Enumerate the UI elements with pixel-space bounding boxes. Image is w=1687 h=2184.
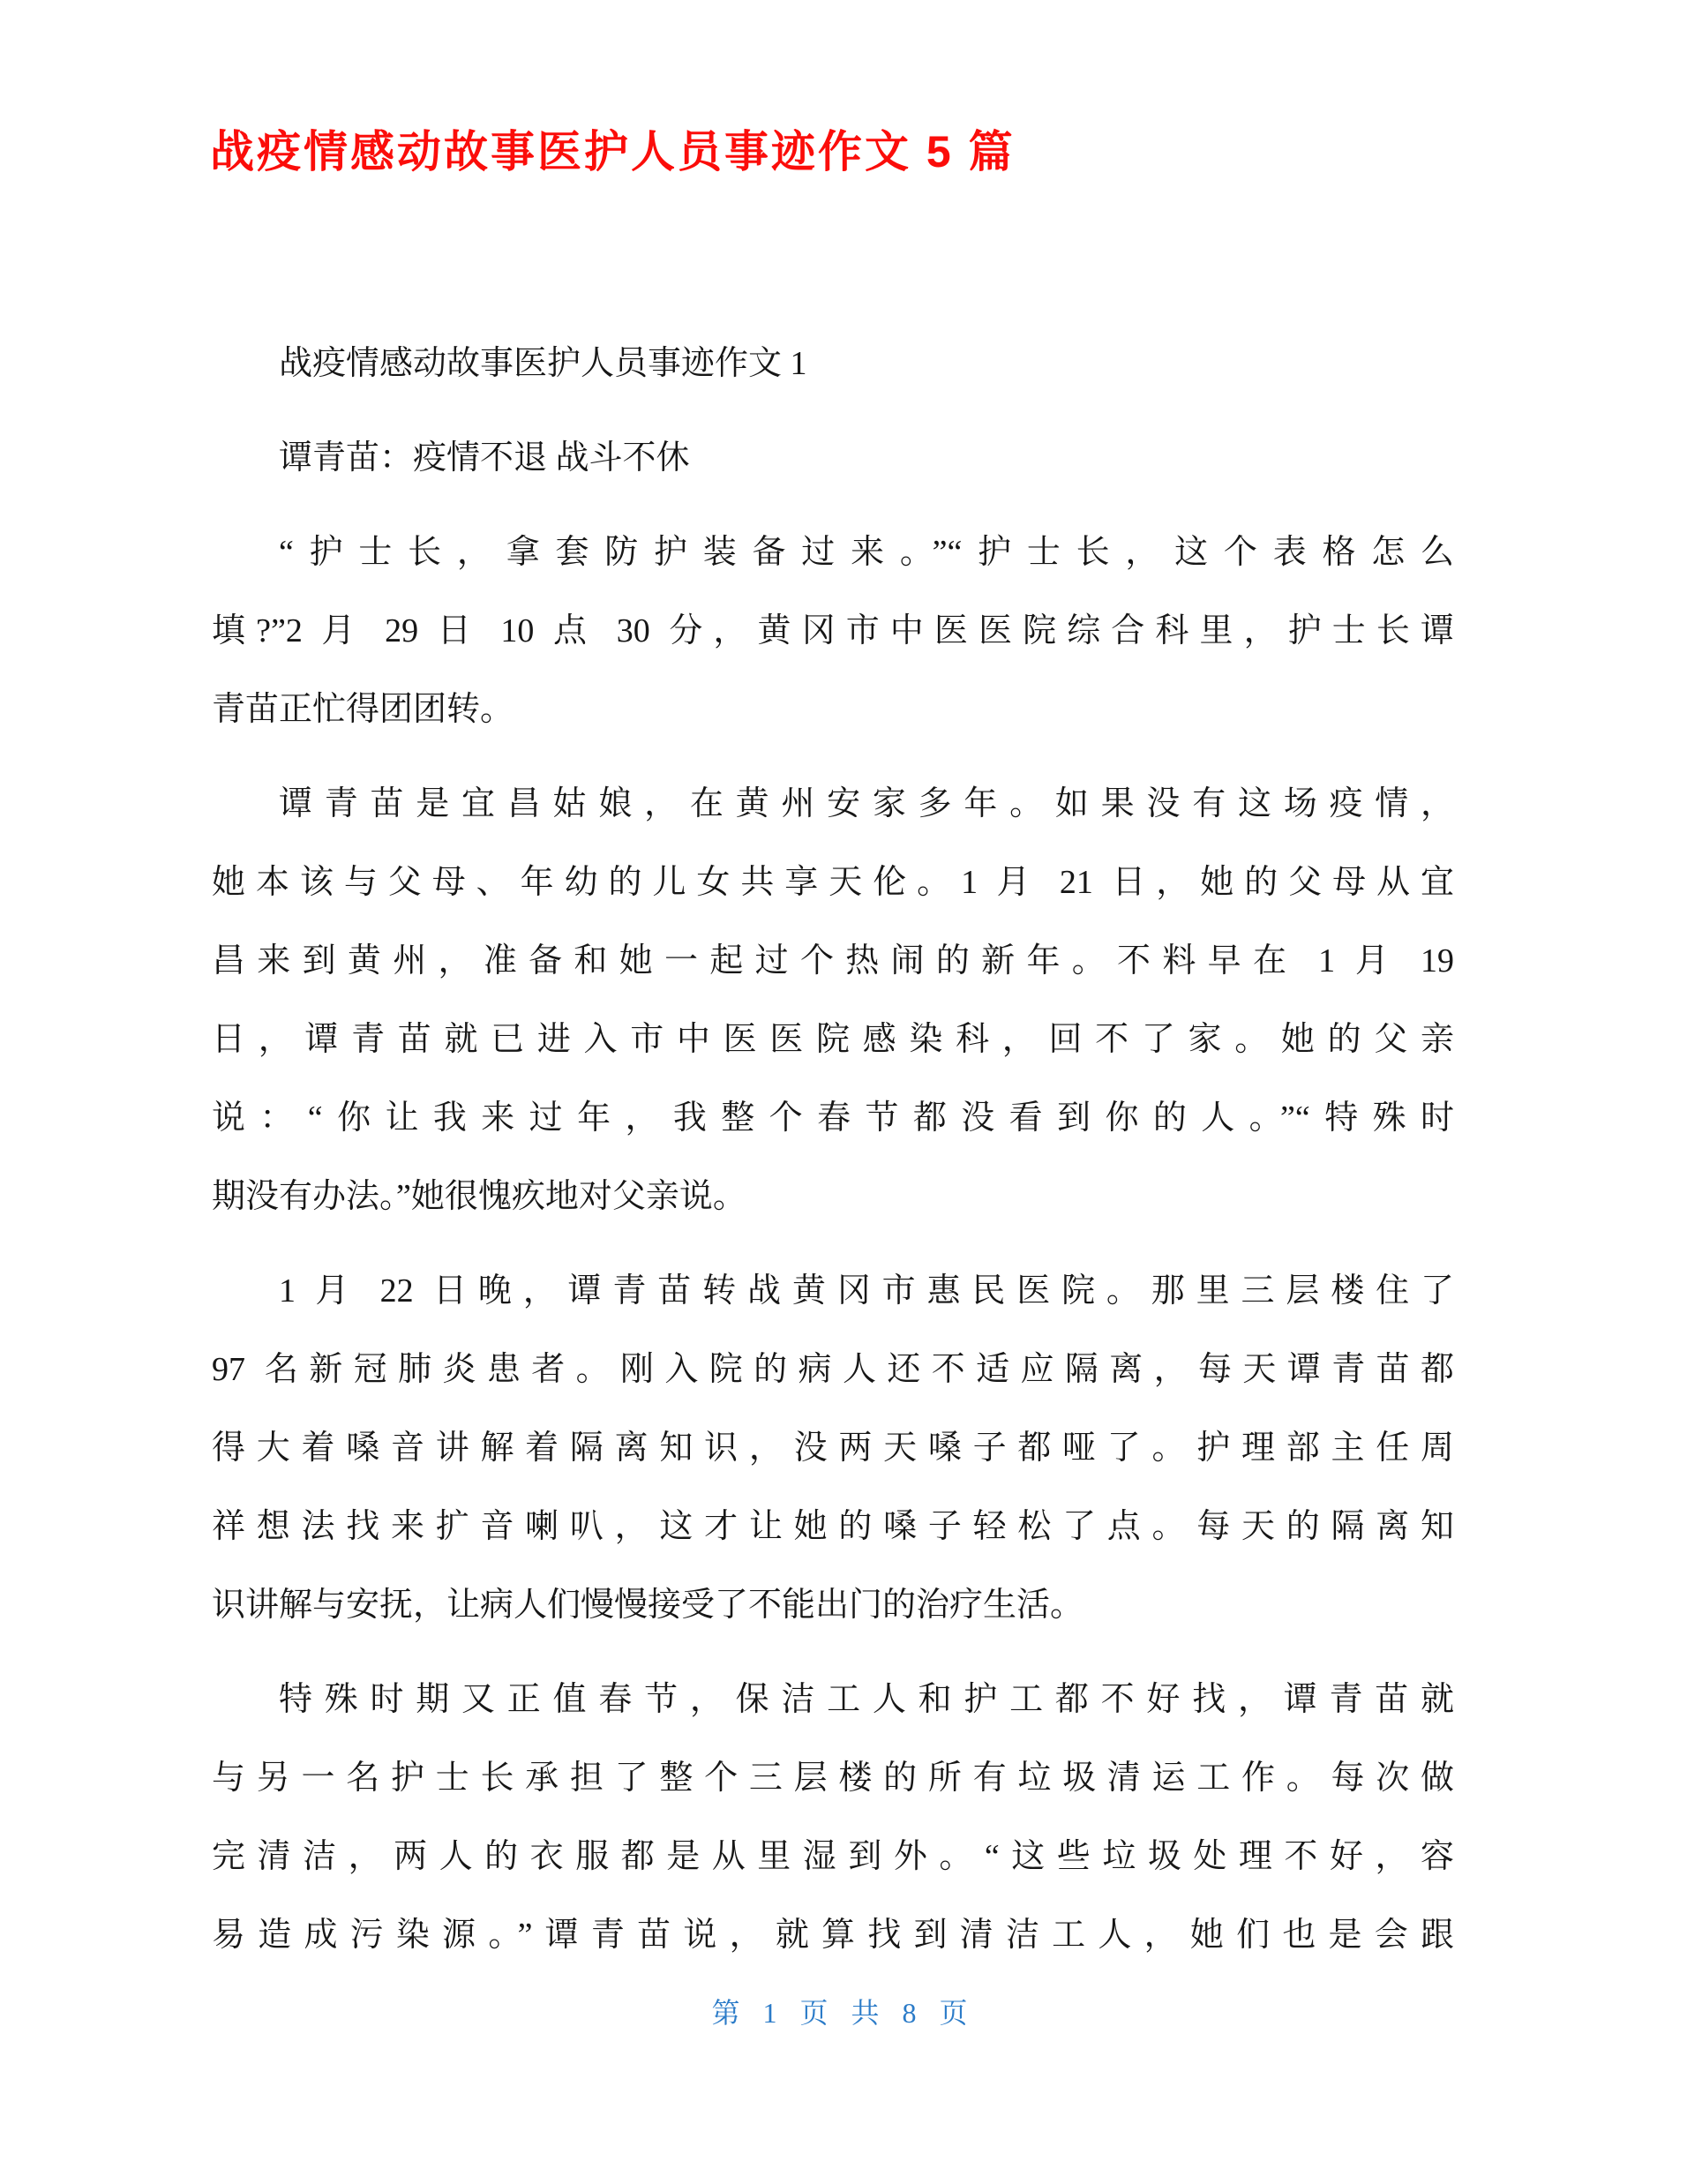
page-footer <box>0 1991 1687 2031</box>
text-line: 完清洁，两人的衣服都是从里湿到外。“这些垃圾处理不好，容 <box>212 1838 1454 1875</box>
paragraph <box>212 1252 1454 1645</box>
text-line: 与另一名护士长承担了整个三层楼的所有垃圾清运工作。每次做 <box>212 1760 1454 1797</box>
paragraph <box>212 419 1454 498</box>
text-line: 期没有办法。”她很愧疚地对父亲说。 <box>212 1178 746 1215</box>
text-line: 97 名新冠肺炎患者。刚入院的病人还不适应隔离，每天谭青苗都 <box>212 1351 1454 1388</box>
paragraph <box>212 1661 1454 1975</box>
text-line: 得大着嗓音讲解着隔离知识，没两天嗓子都哑了。护理部主任周 <box>212 1430 1454 1467</box>
document-body <box>212 325 1454 1991</box>
text-line: 她本该与父母、年幼的儿女共享天伦。1 月 21 日，她的父母从宜 <box>212 864 1454 901</box>
text-line: 战疫情感动故事医护人员事迹作文 1 <box>279 345 807 382</box>
page-number-text: 第 1 页 共 8 页 <box>711 1997 976 2029</box>
text-line: 说：“你让我来过年，我整个春节都没看到你的人。”“特殊时 <box>212 1100 1454 1137</box>
text-line: 易造成污染源。”谭青苗说，就算找到清洁工人，她们也是会跟 <box>212 1917 1454 1954</box>
paragraph <box>212 765 1454 1236</box>
text-line: 谭青苗是宜昌姑娘，在黄州安家多年。如果没有这场疫情， <box>279 785 1454 822</box>
text-line: 填?”2 月 29 日 10 点 30 分，黄冈市中医医院综合科里，护士长谭 <box>212 612 1454 649</box>
paragraph <box>212 325 1454 403</box>
text-line: 识讲解与安抚，让病人们慢慢接受了不能出门的治疗生活。 <box>212 1587 1084 1624</box>
page-title: 战疫情感动故事医护人员事迹作文 5 篇 <box>210 127 1016 176</box>
text-line: 祥想法找来扩音喇叭，这才让她的嗓子轻松了点。每天的隔离知 <box>212 1508 1454 1545</box>
text-line: 1 月 22 日晚，谭青苗转战黄冈市惠民医院。那里三层楼住了 <box>279 1272 1454 1310</box>
text-line: “护士长，拿套防护装备过来。”“护士长，这个表格怎么 <box>279 534 1454 571</box>
text-line: 特殊时期又正值春节，保洁工人和护工都不好找，谭青苗就 <box>279 1681 1454 1718</box>
text-line: 日，谭青苗就已进入市中医医院感染科，回不了家。她的父亲 <box>212 1021 1454 1058</box>
text-line: 青苗正忙得团团转。 <box>212 691 514 728</box>
paragraph <box>212 514 1454 749</box>
text-line: 谭青苗：疫情不退 战斗不休 <box>279 439 690 477</box>
text-line: 昌来到黄州，准备和她一起过个热闹的新年。不料早在 1 月 19 <box>212 942 1454 979</box>
